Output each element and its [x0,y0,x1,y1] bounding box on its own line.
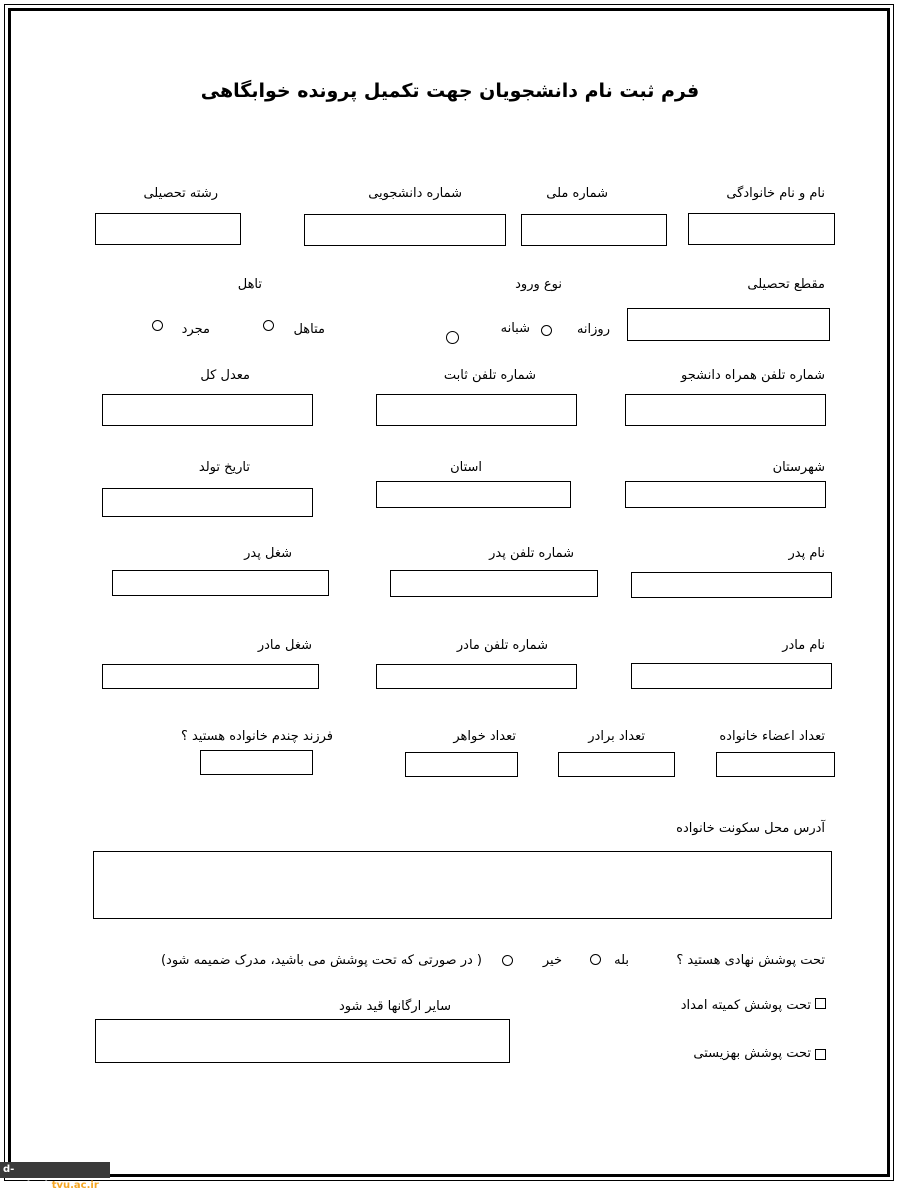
attach-note: ( در صورتی که تحت پوشش می باشید، مدرک ضمیمه شود) [160,953,482,968]
landline-field[interactable] [376,394,577,426]
evening-radio[interactable] [446,331,459,344]
mother-name-field[interactable] [631,663,832,689]
no-radio[interactable] [502,955,513,966]
single-radio[interactable] [152,320,163,331]
imdad-checkbox[interactable] [815,998,826,1009]
imdad-label: تحت پوشش کمیته امداد [680,998,811,1013]
full-name-label: نام و نام خانوادگی [726,186,825,201]
landline-label: شماره تلفن ثابت [443,368,536,383]
child-order-label: فرزند چندم خانواده هستید ؟ [180,729,333,744]
mother-phone-label: شماره تلفن مادر [456,638,548,653]
married-radio[interactable] [263,320,274,331]
father-phone-field[interactable] [390,570,598,597]
gpa-field[interactable] [102,394,313,426]
field-of-study-label: رشته تحصیلی [143,186,218,201]
family-members-label: تعداد اعضاء خانواده [719,729,825,744]
daytime-radio[interactable] [541,325,552,336]
mother-job-field[interactable] [102,664,319,689]
father-job-field[interactable] [112,570,329,596]
address-field[interactable] [93,851,832,919]
birth-date-field[interactable] [102,488,313,517]
education-level-label: مقطع تحصیلی [747,277,825,292]
married-option-label: متاهل [293,322,325,337]
father-job-label: شغل پدر [244,546,292,561]
form-title: فرم ثبت نام دانشجویان جهت تکمیل پرونده خوابگاهی [200,80,700,102]
city-label: شهرستان [772,460,825,475]
sisters-label: تعداد خواهر [453,729,516,744]
institution-support-label: تحت پوشش نهادی هستید ؟ [676,953,825,968]
province-field[interactable] [376,481,571,508]
mobile-field[interactable] [625,394,826,426]
address-label: آدرس محل سکونت خانواده [676,821,825,836]
national-id-label: شماره ملی [546,186,608,201]
family-members-field[interactable] [716,752,835,777]
behzisti-checkbox[interactable] [815,1049,826,1060]
entry-type-label: نوع ورود [515,277,562,292]
evening-option-label: شبانه [500,321,530,336]
city-field[interactable] [625,481,826,508]
brothers-field[interactable] [558,752,675,777]
brothers-label: تعداد برادر [588,729,645,744]
mother-phone-field[interactable] [376,664,577,689]
behzisti-label: تحت پوشش بهزیستی [693,1046,811,1061]
father-name-label: نام پدر [788,546,825,561]
single-option-label: مجرد [181,322,210,337]
father-phone-label: شماره تلفن پدر [489,546,574,561]
child-order-field[interactable] [200,750,313,775]
sisters-field[interactable] [405,752,518,777]
marital-status-label: تاهل [237,277,262,292]
field-of-study-field[interactable] [95,213,241,245]
other-orgs-field[interactable] [95,1019,510,1063]
site-badge-domain: tvu.ac.ir [51,1180,99,1191]
mother-name-label: نام مادر [782,638,825,653]
mother-job-label: شغل مادر [257,638,312,653]
birth-date-label: تاریخ تولد [198,460,250,475]
full-name-field[interactable] [688,213,835,245]
national-id-field[interactable] [521,214,667,246]
education-level-field[interactable] [627,308,830,341]
site-badge-prefix: d-meybod. [3,1164,52,1191]
yes-option-label: بله [614,953,629,968]
father-name-field[interactable] [631,572,832,598]
daytime-option-label: روزانه [576,322,610,337]
student-id-field[interactable] [304,214,506,246]
province-label: استان [450,460,482,475]
yes-radio[interactable] [590,954,601,965]
student-id-label: شماره دانشجویی [368,186,462,201]
no-option-label: خیر [542,953,562,968]
gpa-label: معدل کل [200,368,250,383]
mobile-label: شماره تلفن همراه دانشجو [681,368,825,383]
other-orgs-label: سایر ارگانها قید شود [338,999,451,1014]
site-badge [0,1162,110,1191]
